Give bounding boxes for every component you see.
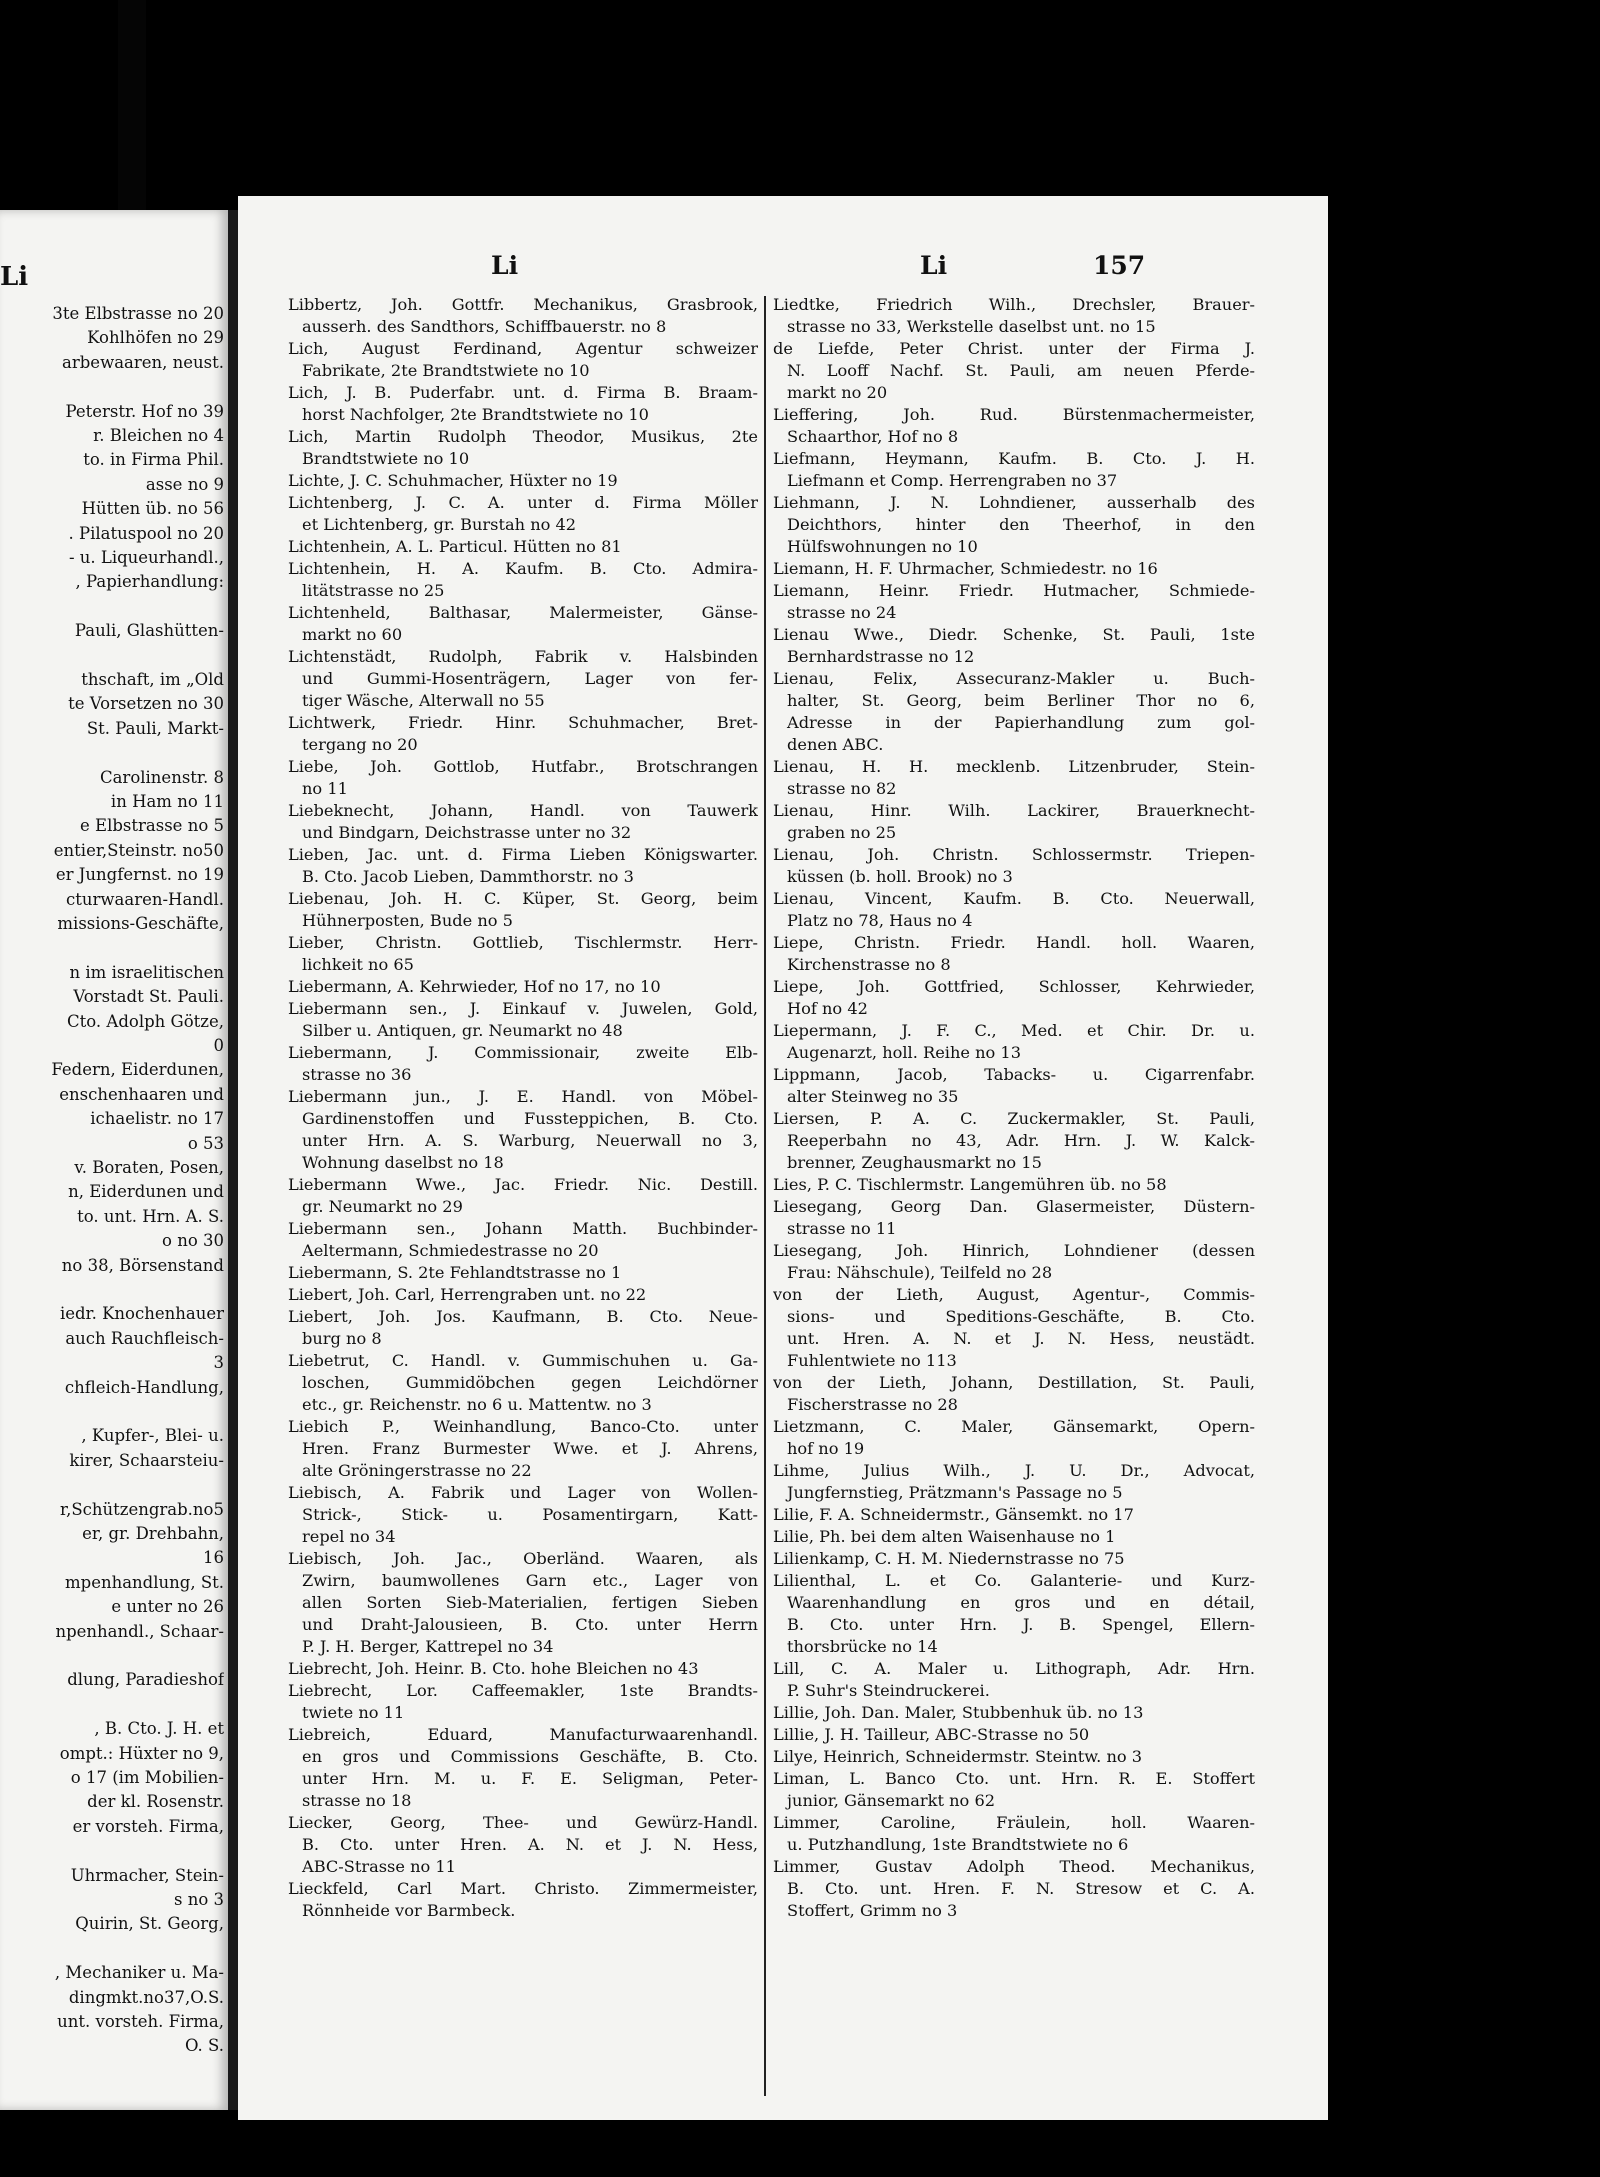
- left-page-line: , B. Cto. J. H. et: [94, 1719, 224, 1739]
- left-page-line: er vorsteh. Firma,: [72, 1816, 224, 1836]
- left-page-line: St. Pauli, Markt-: [86, 718, 224, 738]
- entry-continuation-line: strasse no 18: [302, 1791, 412, 1810]
- left-page-line: dingmkt.no37,O.S.: [68, 1987, 224, 2007]
- entry-name-line: Lilye, Heinrich, Schneidermstr. Steintw. no 3: [773, 1747, 1143, 1766]
- directory-entry: [288, 1086, 758, 1174]
- entry-continuation-line: alter Steinweg no 35: [787, 1087, 959, 1106]
- entry-name-line: Lichtenheld, Balthasar, Malermeister, Gänse-: [288, 603, 758, 622]
- page-number: 157: [1093, 251, 1146, 280]
- directory-entry: [773, 1020, 1255, 1064]
- directory-entry: [773, 1416, 1255, 1460]
- directory-entry: [773, 1504, 1255, 1526]
- entry-continuation-line: strasse no 11: [787, 1219, 897, 1238]
- entry-continuation-line: strasse no 82: [787, 779, 897, 798]
- left-page-line: r. Bleichen no 4: [93, 426, 224, 445]
- left-page-line: n im israelitischen: [69, 962, 224, 982]
- entry-name-line: Lienau, Felix, Assecuranz-Makler u. Buch-: [773, 669, 1255, 688]
- entry-name-line: Lieben, Jac. unt. d. Firma Lieben Königswarter.: [288, 845, 758, 864]
- directory-entry: [288, 712, 758, 756]
- entry-continuation-line: twiete no 11: [302, 1703, 405, 1722]
- entry-name-line: Liebreich, Eduard, Manufacturwaarenhandl.: [288, 1725, 758, 1744]
- entry-continuation-line: P. Suhr's Steindruckerei.: [787, 1681, 990, 1700]
- left-page-line: arbewaaren, neust.: [62, 352, 224, 372]
- entry-name-line: Liebermann, A. Kehrwieder, Hof no 17, no 10: [288, 977, 661, 996]
- directory-entry: [288, 646, 758, 712]
- left-page-line: Carolinenstr. 8: [99, 767, 224, 787]
- left-page-line: 16: [203, 1548, 224, 1568]
- directory-entry: [288, 1724, 758, 1812]
- entry-name-line: Libbertz, Joh. Gottfr. Mechanikus, Grasbrook,: [288, 295, 758, 314]
- directory-entry: [773, 448, 1255, 492]
- entry-name-line: Liman, L. Banco Cto. unt. Hrn. R. E. Stoffert: [773, 1769, 1255, 1788]
- left-page-line: no 38, Börsenstand: [61, 1255, 224, 1275]
- left-page-line: unt. vorsteh. Firma,: [57, 2012, 224, 2031]
- directory-entry: [773, 404, 1255, 448]
- entry-continuation-line: thorsbrücke no 14: [787, 1637, 938, 1656]
- entry-name-line: Lichtenhein, A. L. Particul. Hütten no 81: [288, 537, 622, 556]
- entry-continuation-line: ausserh. des Sandthors, Schiffbauerstr. no 8: [302, 317, 667, 336]
- directory-entry: [288, 1218, 758, 1262]
- directory-entry: [288, 294, 758, 338]
- left-page-line: Pauli, Glashütten-: [74, 621, 224, 641]
- entry-continuation-line: horst Nachfolger, 2te Brandtstwiete no 10: [302, 405, 649, 424]
- left-page-line: Hütten üb. no 56: [81, 499, 224, 519]
- directory-entry: [773, 1460, 1255, 1504]
- entry-continuation-line: Stoffert, Grimm no 3: [787, 1901, 958, 1920]
- left-page-line: Federn, Eiderdunen,: [51, 1060, 224, 1080]
- left-page-line: in Ham no 11: [110, 792, 224, 811]
- entry-continuation-line: Liefmann et Comp. Herrengraben no 37: [787, 471, 1118, 490]
- entry-continuation-line: unt. Hren. A. N. et J. N. Hess, neustädt.: [787, 1329, 1255, 1348]
- entry-continuation-line: no 11: [302, 779, 348, 798]
- entry-name-line: Liepe, Joh. Gottfried, Schlosser, Kehrwieder,: [773, 977, 1255, 996]
- left-page-line: n, Eiderdunen und: [68, 1182, 224, 1202]
- entry-continuation-line: Brandtstwiete no 10: [302, 449, 470, 468]
- left-page-line: r,Schützengrab.no5: [60, 1499, 224, 1519]
- left-page-line: 0: [213, 1036, 224, 1055]
- directory-entry: [288, 932, 758, 976]
- directory-entry: [288, 492, 758, 536]
- entry-name-line: Liebermann, S. 2te Fehlandtstrasse no 1: [288, 1263, 622, 1282]
- entry-name-line: Lichtenstädt, Rudolph, Fabrik v. Halsbinden: [288, 647, 758, 666]
- directory-entry: [288, 1306, 758, 1350]
- entry-name-line: Lillie, J. H. Tailleur, ABC-Strasse no 50: [773, 1725, 1090, 1744]
- left-page-line: npenhandl., Schaar-: [55, 1621, 224, 1641]
- entry-continuation-line: Jungfernstieg, Prätzmann's Passage no 5: [787, 1483, 1123, 1502]
- entry-name-line: Liepe, Christn. Friedr. Handl. holl. Waaren,: [773, 933, 1255, 952]
- directory-entry: [773, 1284, 1255, 1372]
- left-page-line: 3: [213, 1353, 224, 1373]
- directory-entry: [288, 888, 758, 932]
- directory-entry: [773, 1570, 1255, 1658]
- left-page-line: , Mechaniker u. Ma-: [54, 1963, 224, 1983]
- left-page-line: kirer, Schaarsteiu-: [69, 1450, 224, 1470]
- entry-name-line: Lienau Wwe., Diedr. Schenke, St. Pauli, 1ste: [773, 625, 1255, 644]
- entry-name-line: Liefmann, Heymann, Kaufm. B. Cto. J. H.: [773, 449, 1255, 468]
- entry-continuation-line: alte Gröningerstrasse no 22: [302, 1461, 532, 1480]
- entry-continuation-line: B. Cto. Jacob Lieben, Dammthorstr. no 3: [302, 867, 634, 886]
- entry-name-line: Liebermann, J. Commissionair, zweite Elb-: [288, 1043, 758, 1062]
- directory-entry: [288, 1680, 758, 1724]
- entry-continuation-line: P. J. H. Berger, Kattrepel no 34: [302, 1637, 554, 1656]
- directory-entry: [773, 756, 1255, 800]
- entry-name-line: Lienau, Vincent, Kaufm. B. Cto. Neuerwall,: [773, 889, 1255, 908]
- entry-name-line: Lippmann, Jacob, Tabacks- u. Cigarrenfabr.: [773, 1065, 1255, 1084]
- entry-name-line: Lilienkamp, C. H. M. Niedernstrasse no 75: [773, 1549, 1125, 1568]
- entry-name-line: Liemann, Heinr. Friedr. Hutmacher, Schmiede-: [773, 581, 1255, 600]
- entry-continuation-line: gr. Neumarkt no 29: [302, 1197, 463, 1216]
- left-page-line: er, gr. Drehbahn,: [82, 1524, 224, 1543]
- entry-name-line: Lichtwerk, Friedr. Hinr. Schuhmacher, Bret-: [288, 713, 758, 732]
- entry-name-line: Limmer, Gustav Adolph Theod. Mechanikus,: [773, 1857, 1255, 1876]
- directory-entry: [773, 1658, 1255, 1702]
- left-page-line: mpenhandlung, St.: [64, 1572, 224, 1592]
- entry-name-line: Lies, P. C. Tischlermstr. Langemühren üb. no 58: [773, 1175, 1167, 1194]
- directory-entry: [288, 1416, 758, 1482]
- left-page-fragment: [0, 210, 228, 2110]
- entry-name-line: Lichte, J. C. Schuhmacher, Hüxter no 19: [288, 471, 618, 490]
- entry-continuation-line: lichkeit no 65: [302, 955, 414, 974]
- left-page-line: Peterstr. Hof no 39: [65, 401, 224, 421]
- directory-entry: [773, 1174, 1255, 1196]
- left-page-line: te Vorsetzen no 30: [68, 694, 224, 714]
- left-page-line: , Papierhandlung:: [75, 572, 224, 592]
- left-page-line: to. unt. Hrn. A. S.: [77, 1206, 224, 1226]
- entry-continuation-line: Fuhlentwiete no 113: [787, 1351, 957, 1370]
- entry-continuation-line: Strick-, Stick- u. Posamentirgarn, Katt-: [302, 1505, 758, 1524]
- entry-name-line: Liebenau, Joh. H. C. Küper, St. Georg, beim: [288, 889, 758, 908]
- entry-continuation-line: markt no 20: [787, 383, 888, 402]
- entry-name-line: Liebisch, A. Fabrik und Lager von Wollen-: [288, 1483, 758, 1502]
- directory-entry: [288, 1482, 758, 1548]
- left-page-line: Uhrmacher, Stein-: [70, 1865, 224, 1885]
- directory-entry: [288, 998, 758, 1042]
- directory-entry: [773, 624, 1255, 668]
- entry-name-line: de Liefde, Peter Christ. unter der Firma J.: [773, 339, 1255, 358]
- directory-entry: [288, 1262, 758, 1284]
- directory-entry: [773, 844, 1255, 888]
- left-page-line: Cto. Adolph Götze,: [67, 1011, 224, 1031]
- entry-name-line: Lilie, Ph. bei dem alten Waisenhause no 1: [773, 1527, 1116, 1546]
- directory-entry: [773, 668, 1255, 756]
- entry-continuation-line: Aeltermann, Schmiedestrasse no 20: [302, 1241, 599, 1260]
- entry-continuation-line: ABC-Strasse no 11: [302, 1857, 456, 1876]
- entry-continuation-line: Gardinenstoffen und Fussteppichen, B. Cto.: [302, 1109, 758, 1128]
- directory-entry: [773, 932, 1255, 976]
- entry-continuation-line: Schaarthor, Hof no 8: [787, 427, 959, 446]
- entry-continuation-line: u. Putzhandlung, 1ste Brandtstwiete no 6: [787, 1835, 1129, 1854]
- entry-continuation-line: sions- und Speditions-Geschäfte, B. Cto.: [787, 1307, 1255, 1326]
- entry-continuation-line: hof no 19: [787, 1439, 865, 1458]
- directory-column-left: [288, 294, 758, 1922]
- directory-entry: [773, 1724, 1255, 1746]
- entry-name-line: Liebeknecht, Johann, Handl. von Tauwerk: [288, 801, 758, 820]
- left-page-line: e Elbstrasse no 5: [80, 816, 224, 836]
- entry-name-line: Lienau, H. H. mecklenb. Litzenbruder, Stein-: [773, 757, 1255, 776]
- entry-continuation-line: unter Hrn. A. S. Warburg, Neuerwall no 3,: [302, 1131, 758, 1150]
- left-page-line: ichaelistr. no 17: [90, 1109, 224, 1129]
- entry-continuation-line: graben no 25: [787, 823, 897, 842]
- running-head-right: Li: [920, 251, 948, 280]
- entry-name-line: Liemann, H. F. Uhrmacher, Schmiedestr. no 16: [773, 559, 1158, 578]
- left-page-line: 3te Elbstrasse no 20: [52, 304, 224, 323]
- entry-name-line: Liersen, P. A. C. Zuckermakler, St. Pauli,: [773, 1109, 1255, 1128]
- entry-name-line: Lill, C. A. Maler u. Lithograph, Adr. Hrn.: [773, 1659, 1255, 1678]
- directory-entry: [288, 756, 758, 800]
- entry-name-line: Limmer, Caroline, Fräulein, holl. Waaren-: [773, 1813, 1255, 1832]
- directory-entry: [288, 1548, 758, 1658]
- directory-entry: [288, 382, 758, 426]
- directory-entry: [288, 1284, 758, 1306]
- left-page-line: thschaft, im „Old: [81, 670, 224, 689]
- left-page-line: o 53: [187, 1133, 224, 1153]
- directory-entry: [773, 1746, 1255, 1768]
- entry-name-line: Liehmann, J. N. Lohndiener, ausserhalb des: [773, 493, 1255, 512]
- entry-continuation-line: en gros und Commissions Geschäfte, B. Cto.: [302, 1747, 758, 1766]
- left-page-line: er Jungfernst. no 19: [55, 865, 224, 885]
- entry-name-line: Lichtenhein, H. A. Kaufm. B. Cto. Admira-: [288, 559, 758, 578]
- directory-entry: [288, 1042, 758, 1086]
- entry-continuation-line: Hof no 42: [787, 999, 868, 1018]
- entry-name-line: Liesegang, Joh. Hinrich, Lohndiener (dessen: [773, 1241, 1255, 1260]
- directory-entry: [288, 800, 758, 844]
- directory-entry: [773, 1856, 1255, 1922]
- entry-continuation-line: Hülfswohnungen no 10: [787, 537, 978, 556]
- bookmark-ribbon: [118, 0, 146, 212]
- entry-continuation-line: allen Sorten Sieb-Materialien, fertigen Sieben: [302, 1593, 758, 1612]
- left-page-line: missions-Geschäfte,: [57, 914, 224, 933]
- directory-entry: [288, 338, 758, 382]
- entry-name-line: Lillie, Joh. Dan. Maler, Stubbenhuk üb. no 13: [773, 1703, 1144, 1722]
- left-page-line: Vorstadt St. Pauli.: [73, 987, 224, 1007]
- entry-name-line: Liebrecht, Joh. Heinr. B. Cto. hohe Bleichen no 43: [288, 1659, 699, 1678]
- left-page-line: iedr. Knochenhauer: [59, 1304, 224, 1324]
- entry-continuation-line: Frau: Nähschule), Teilfeld no 28: [787, 1263, 1053, 1282]
- entry-continuation-line: tiger Wäsche, Alterwall no 55: [302, 691, 545, 710]
- entry-continuation-line: Adresse in der Papierhandlung zum gol-: [787, 713, 1255, 732]
- directory-entry: [773, 338, 1255, 404]
- left-page-line: , Kupfer-, Blei- u.: [81, 1426, 224, 1446]
- left-page-line: der kl. Rosenstr.: [87, 1792, 224, 1812]
- book-gutter: [228, 210, 238, 2110]
- entry-continuation-line: denen ABC.: [787, 735, 884, 754]
- left-page-line: asse no 9: [145, 474, 224, 494]
- entry-continuation-line: Hren. Franz Burmester Wwe. et J. Ahrens,: [302, 1439, 758, 1458]
- directory-entry: [773, 1196, 1255, 1240]
- left-page-line: - u. Liqueurhandl.,: [68, 548, 224, 567]
- directory-entry: [288, 1878, 758, 1922]
- entry-name-line: Liebermann sen., Johann Matth. Buchbinder-: [288, 1219, 758, 1238]
- directory-entry: [773, 1768, 1255, 1812]
- entry-continuation-line: litätstrasse no 25: [302, 581, 445, 600]
- entry-continuation-line: B. Cto. unter Hrn. J. B. Spengel, Ellern-: [787, 1615, 1255, 1634]
- directory-entry: [773, 1064, 1255, 1108]
- entry-name-line: Liebrecht, Lor. Caffeemakler, 1ste Brandts-: [288, 1681, 758, 1700]
- entry-name-line: Lichtenberg, J. C. A. unter d. Firma Möller: [288, 493, 758, 512]
- directory-entry: [773, 800, 1255, 844]
- entry-name-line: von der Lieth, August, Agentur-, Commis-: [773, 1285, 1255, 1304]
- entry-name-line: Lieber, Christn. Gottlieb, Tischlermstr. Herr-: [288, 933, 758, 952]
- directory-entry: [773, 492, 1255, 558]
- entry-name-line: Liebermann sen., J. Einkauf v. Juwelen, Gold,: [288, 999, 758, 1018]
- left-page-line: entier,Steinstr. no50: [53, 840, 224, 860]
- entry-continuation-line: Wohnung daselbst no 18: [302, 1153, 504, 1172]
- entry-name-line: Lich, August Ferdinand, Agentur schweizer: [288, 339, 758, 358]
- entry-name-line: Lich, Martin Rudolph Theodor, Musikus, 2te: [288, 427, 758, 446]
- entry-continuation-line: burg no 8: [302, 1329, 382, 1348]
- entry-continuation-line: etc., gr. Reichenstr. no 6 u. Mattentw. no 3: [302, 1395, 652, 1414]
- entry-continuation-line: Bernhardstrasse no 12: [787, 647, 975, 666]
- entry-continuation-line: Fischerstrasse no 28: [787, 1395, 958, 1414]
- left-page-line: Kohlhöfen no 29: [87, 328, 224, 348]
- entry-name-line: Liebetrut, C. Handl. v. Gummischuhen u. Ga-: [288, 1351, 758, 1370]
- directory-entry: [288, 1658, 758, 1680]
- left-page-line: v. Boraten, Posen,: [74, 1158, 224, 1177]
- entry-continuation-line: küssen (b. holl. Brook) no 3: [787, 867, 1013, 886]
- entry-name-line: von der Lieth, Johann, Destillation, St. Pauli,: [773, 1373, 1255, 1392]
- entry-name-line: Liesegang, Georg Dan. Glasermeister, Düstern-: [773, 1197, 1255, 1216]
- directory-entry: [773, 1240, 1255, 1284]
- directory-entry: [773, 1526, 1255, 1548]
- entry-name-line: Liebe, Joh. Gottlob, Hutfabr., Brotschrangen: [288, 757, 758, 776]
- entry-name-line: Lienau, Hinr. Wilh. Lackirer, Brauerknecht-: [773, 801, 1255, 820]
- entry-continuation-line: und Bindgarn, Deichstrasse unter no 32: [302, 823, 632, 842]
- entry-name-line: Liebert, Joh. Jos. Kaufmann, B. Cto. Neue-: [288, 1307, 758, 1326]
- directory-page: [238, 196, 1328, 2120]
- entry-continuation-line: repel no 34: [302, 1527, 396, 1546]
- entry-name-line: Lienau, Joh. Christn. Schlossermstr. Triepen-: [773, 845, 1255, 864]
- directory-entry: [773, 888, 1255, 932]
- left-page-line: chfleich-Handlung,: [64, 1377, 224, 1397]
- directory-entry: [288, 976, 758, 998]
- left-page-line: O. S.: [184, 2036, 224, 2056]
- entry-continuation-line: Hühnerposten, Bude no 5: [302, 911, 513, 930]
- directory-entry: [773, 580, 1255, 624]
- entry-continuation-line: Augenarzt, holl. Reihe no 13: [787, 1043, 1022, 1062]
- entry-continuation-line: Fabrikate, 2te Brandtstwiete no 10: [302, 361, 590, 380]
- entry-name-line: Lilienthal, L. et Co. Galanterie- und Kurz-: [773, 1571, 1255, 1590]
- entry-name-line: Lietzmann, C. Maler, Gänsemarkt, Opern-: [773, 1417, 1255, 1436]
- entry-name-line: Liecker, Georg, Thee- und Gewürz-Handl.: [288, 1813, 758, 1832]
- directory-entry: [288, 602, 758, 646]
- entry-name-line: Lihme, Julius Wilh., J. U. Dr., Advocat,: [773, 1461, 1255, 1480]
- entry-name-line: Liebert, Joh. Carl, Herrengraben unt. no 22: [288, 1285, 647, 1304]
- left-page-line: s no 3: [173, 1890, 224, 1909]
- running-head-left: Li: [491, 251, 519, 280]
- left-page-line: to. in Firma Phil.: [83, 450, 224, 470]
- entry-name-line: Lieckfeld, Carl Mart. Christo. Zimmermeister,: [288, 1879, 758, 1898]
- directory-entry: [773, 558, 1255, 580]
- directory-entry: [288, 1350, 758, 1416]
- left-page-line: ompt.: Hüxter no 9,: [59, 1743, 224, 1763]
- directory-entry: [288, 536, 758, 558]
- entry-continuation-line: Kirchenstrasse no 8: [787, 955, 951, 974]
- directory-entry: [773, 976, 1255, 1020]
- entry-continuation-line: strasse no 33, Werkstelle daselbst unt. no 15: [787, 317, 1156, 336]
- entry-continuation-line: markt no 60: [302, 625, 403, 644]
- entry-continuation-line: Zwirn, baumwollenes Garn etc., Lager von: [302, 1571, 758, 1590]
- directory-entry: [773, 1812, 1255, 1856]
- entry-name-line: Liedtke, Friedrich Wilh., Drechsler, Brauer-: [773, 295, 1255, 314]
- left-page-header: Li: [0, 262, 29, 292]
- directory-entry: [288, 844, 758, 888]
- entry-continuation-line: Deichthors, hinter den Theerhof, in den: [787, 515, 1255, 534]
- entry-name-line: Liebisch, Joh. Jac., Oberländ. Waaren, als: [288, 1549, 758, 1568]
- entry-name-line: Lilie, F. A. Schneidermstr., Gänsemkt. no 17: [773, 1505, 1134, 1524]
- directory-entry: [288, 1174, 758, 1218]
- entry-name-line: Liebermann Wwe., Jac. Friedr. Nic. Destill.: [288, 1175, 758, 1194]
- directory-entry: [773, 1108, 1255, 1174]
- directory-entry: [288, 558, 758, 602]
- entry-continuation-line: halter, St. Georg, beim Berliner Thor no 6,: [787, 691, 1255, 710]
- directory-entry: [288, 470, 758, 492]
- entry-continuation-line: tergang no 20: [302, 735, 418, 754]
- left-page-line: Quirin, St. Georg,: [75, 1914, 224, 1934]
- directory-entry: [773, 1702, 1255, 1724]
- left-page-line: dlung, Paradieshof: [67, 1670, 224, 1690]
- entry-continuation-line: und Draht-Jalousieen, B. Cto. unter Herrn: [302, 1615, 758, 1634]
- directory-entry: [773, 294, 1255, 338]
- entry-continuation-line: Platz no 78, Haus no 4: [787, 911, 973, 930]
- column-divider: [764, 296, 766, 2096]
- entry-continuation-line: B. Cto. unter Hren. A. N. et J. N. Hess,: [302, 1835, 758, 1854]
- entry-continuation-line: junior, Gänsemarkt no 62: [787, 1791, 996, 1810]
- entry-continuation-line: loschen, Gummidöbchen gegen Leichdörner: [302, 1373, 758, 1392]
- entry-name-line: Liepermann, J. F. C., Med. et Chir. Dr. u.: [773, 1021, 1255, 1040]
- entry-continuation-line: strasse no 36: [302, 1065, 412, 1084]
- directory-entry: [288, 426, 758, 470]
- entry-name-line: Lich, J. B. Puderfabr. unt. d. Firma B. Braam-: [288, 383, 758, 402]
- entry-continuation-line: und Gummi-Hosenträgern, Lager von fer-: [302, 669, 758, 688]
- left-page-line: cturwaaren-Handl.: [66, 889, 224, 909]
- entry-name-line: Liebich P., Weinhandlung, Banco-Cto. unter: [288, 1417, 758, 1436]
- entry-name-line: Lieffering, Joh. Rud. Bürstenmachermeister,: [773, 405, 1255, 424]
- left-page-line: auch Rauchfleisch-: [65, 1328, 224, 1348]
- left-page-line: o 17 (im Mobilien-: [70, 1768, 224, 1787]
- entry-continuation-line: brenner, Zeughausmarkt no 15: [787, 1153, 1042, 1172]
- entry-continuation-line: Rönnheide vor Barmbeck.: [302, 1901, 516, 1920]
- entry-continuation-line: Reeperbahn no 43, Adr. Hrn. J. W. Kalck-: [787, 1131, 1255, 1150]
- entry-continuation-line: N. Looff Nachf. St. Pauli, am neuen Pferde-: [787, 361, 1255, 380]
- entry-name-line: Liebermann jun., J. E. Handl. von Möbel-: [288, 1087, 758, 1106]
- directory-entry: [288, 1812, 758, 1878]
- entry-continuation-line: Waarenhandlung en gros und en détail,: [787, 1593, 1255, 1612]
- left-page-line: enschenhaaren und: [59, 1084, 224, 1104]
- left-page-line: o no 30: [162, 1231, 224, 1251]
- left-page-line: . Pilatuspool no 20: [68, 523, 224, 543]
- left-page-line: e unter no 26: [111, 1597, 224, 1617]
- entry-continuation-line: Silber u. Antiquen, gr. Neumarkt no 48: [302, 1021, 623, 1040]
- directory-column-right: [773, 294, 1255, 1922]
- entry-continuation-line: et Lichtenberg, gr. Burstah no 42: [302, 515, 577, 534]
- directory-entry: [773, 1372, 1255, 1416]
- entry-continuation-line: unter Hrn. M. u. F. E. Seligman, Peter-: [302, 1769, 758, 1788]
- entry-continuation-line: B. Cto. unt. Hren. F. N. Stresow et C. A.: [787, 1879, 1255, 1898]
- entry-continuation-line: strasse no 24: [787, 603, 897, 622]
- directory-entry: [773, 1548, 1255, 1570]
